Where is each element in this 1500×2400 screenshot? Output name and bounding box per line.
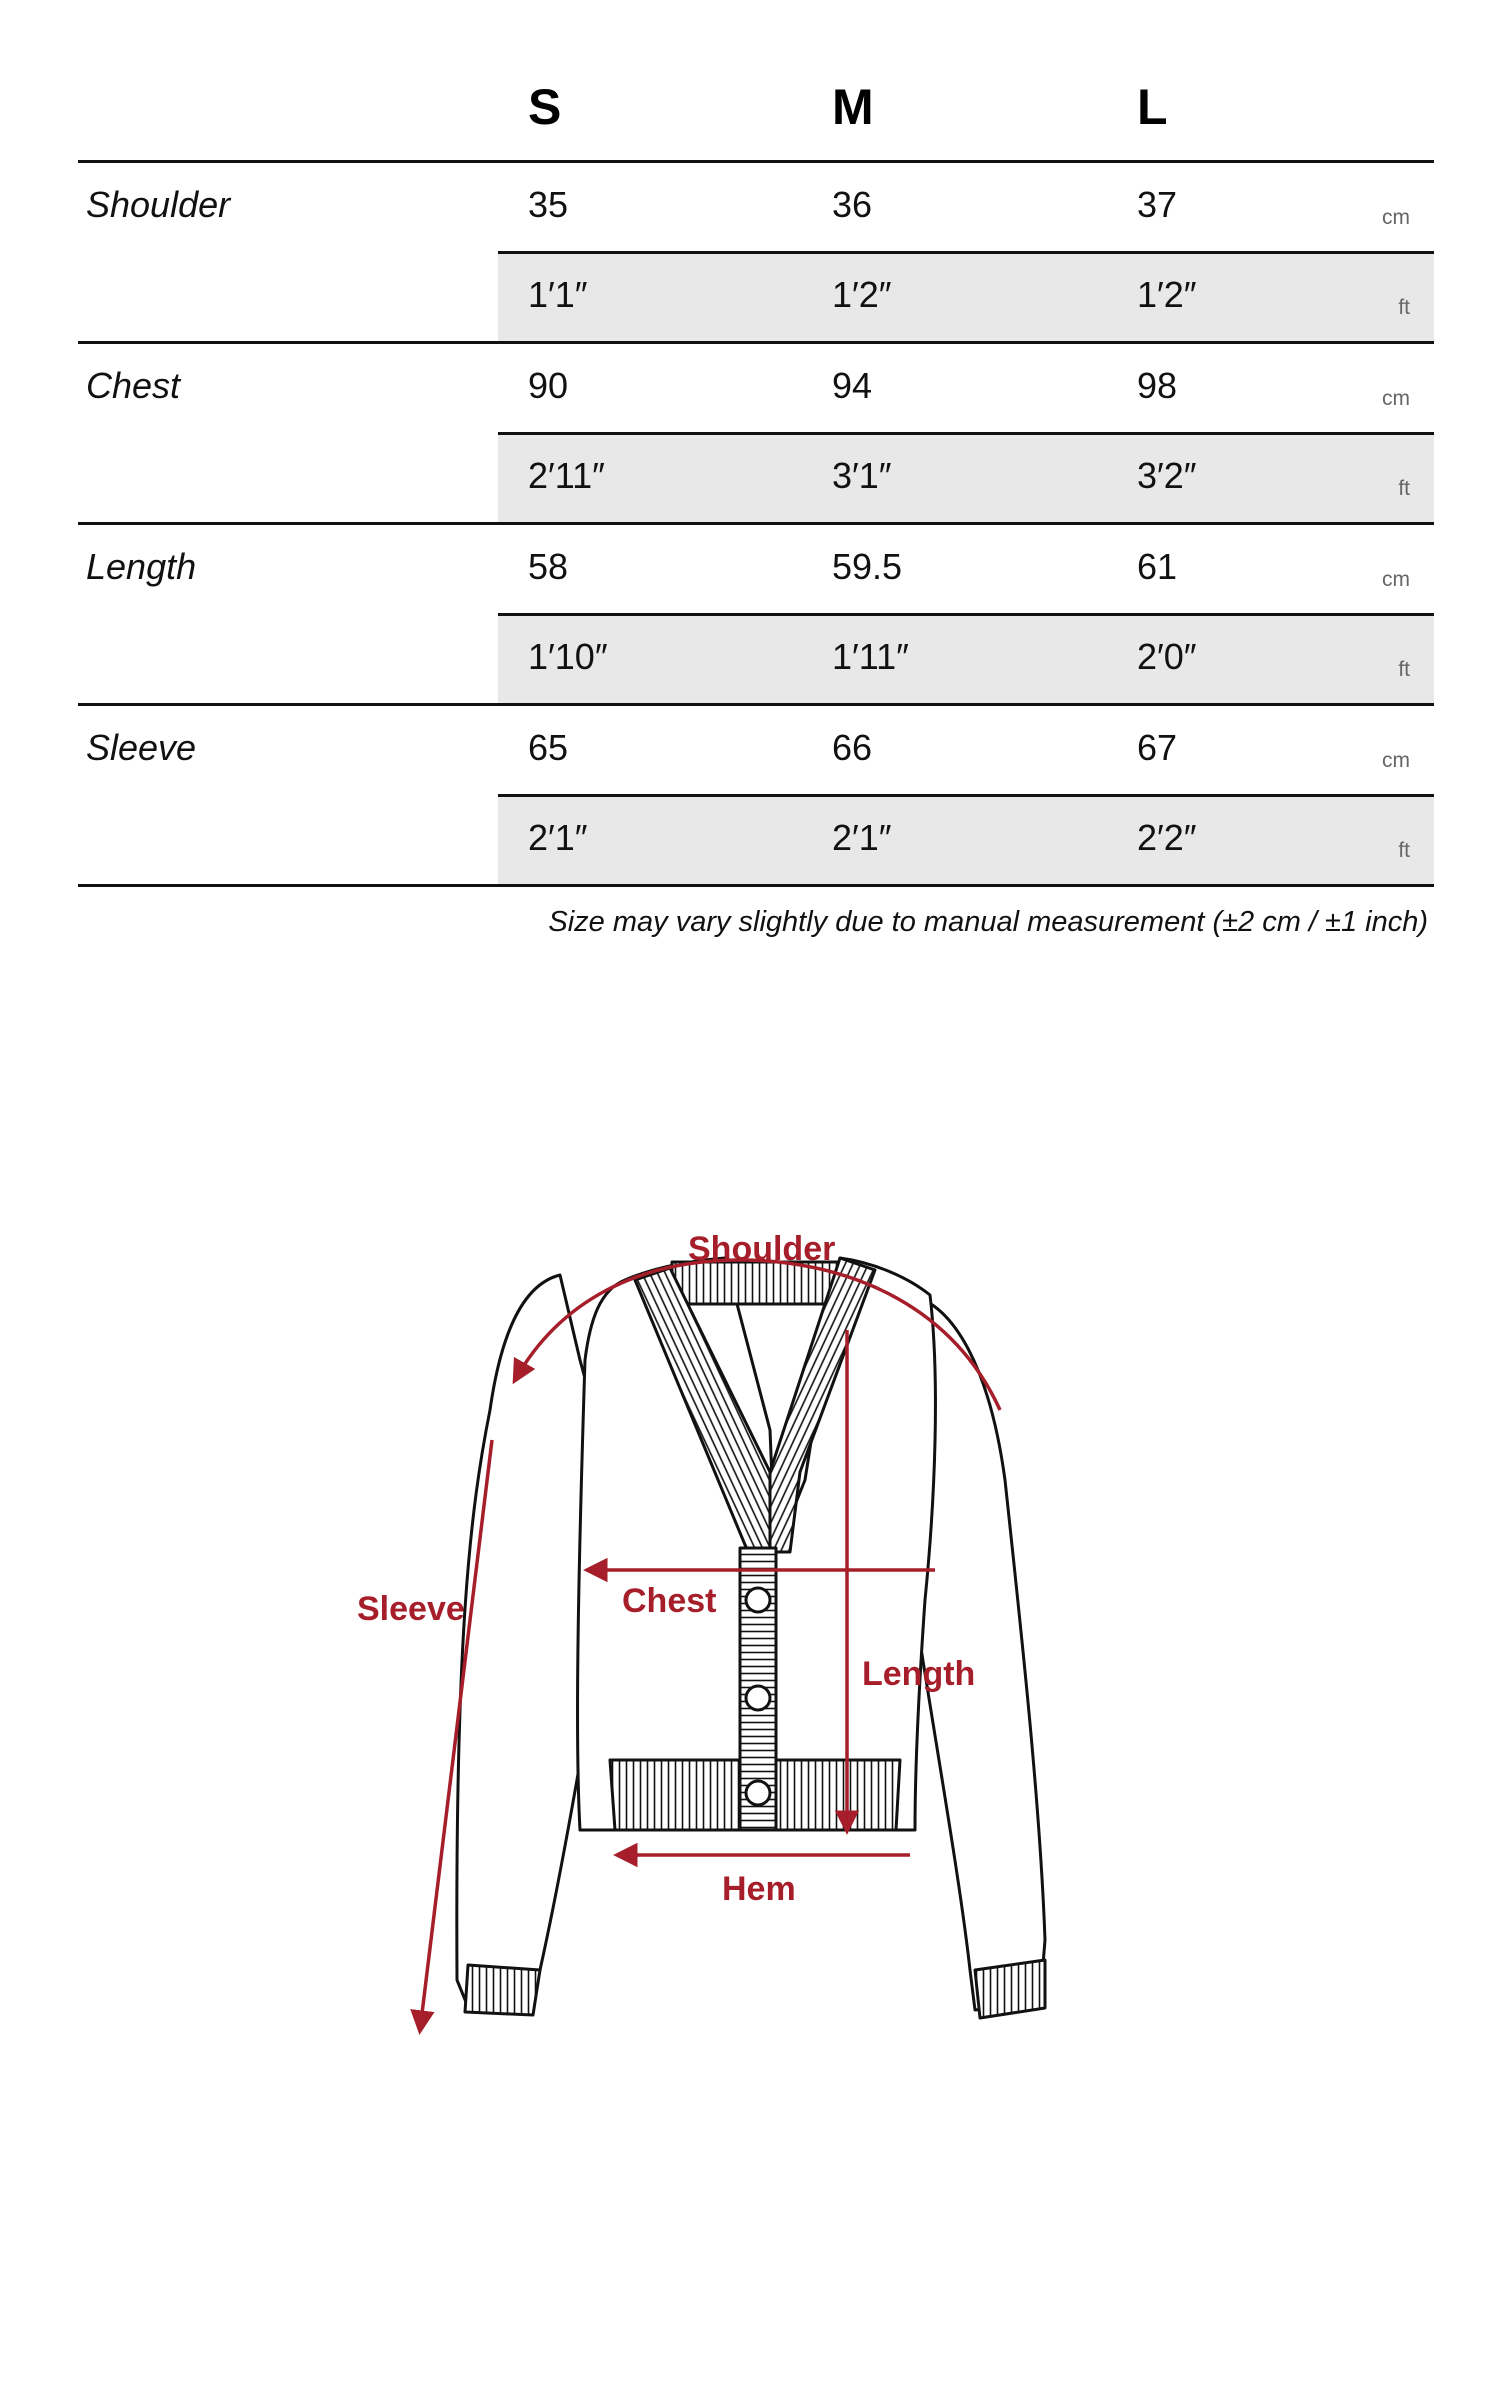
shoulder-cm-unit: cm xyxy=(1382,206,1410,229)
hem-rib-right xyxy=(776,1760,900,1830)
shoulder-m-cm: 36 xyxy=(832,184,873,225)
length-mid-rule xyxy=(498,613,1434,616)
row-label-shoulder: Shoulder xyxy=(86,184,231,225)
chest-m-ft: 3′1″ xyxy=(832,455,892,496)
measurement-note: Size may vary slightly due to manual measurement (±2 cm / ±1 inch) xyxy=(548,906,1428,938)
chest-cm-unit: cm xyxy=(1382,387,1410,410)
chest-ft-band xyxy=(498,435,1434,523)
left-cuff xyxy=(465,1965,540,2015)
hem-label: Hem xyxy=(722,1870,796,1908)
shoulder-s-ft: 1′1″ xyxy=(528,274,588,315)
shoulder-mid-rule xyxy=(498,251,1434,254)
button-3 xyxy=(746,1781,770,1805)
size-header-s: S xyxy=(528,79,562,135)
sleeve-m-cm: 66 xyxy=(832,727,873,768)
chest-l-ft: 3′2″ xyxy=(1137,455,1197,496)
sleeve-label: Sleeve xyxy=(357,1590,465,1628)
size-header-m: M xyxy=(832,79,874,135)
button-2 xyxy=(746,1686,770,1710)
table-top-rule xyxy=(78,160,1434,163)
sleeve-s-ft: 2′1″ xyxy=(528,817,588,858)
shoulder-l-ft: 1′2″ xyxy=(1137,274,1197,315)
chest-l-cm: 98 xyxy=(1137,365,1178,406)
shoulder-s-cm: 35 xyxy=(528,184,569,225)
sleeve-s-cm: 65 xyxy=(528,727,569,768)
chest-s-cm: 90 xyxy=(528,365,569,406)
chest-ft-unit: ft xyxy=(1398,477,1410,500)
length-m-ft: 1′11″ xyxy=(832,636,909,677)
length-cm-unit: cm xyxy=(1382,568,1410,591)
shoulder-ft-band xyxy=(498,254,1434,342)
chest-label: Chest xyxy=(622,1582,717,1620)
chest-bottom-rule xyxy=(78,522,1434,525)
length-s-ft: 1′10″ xyxy=(528,636,608,677)
shoulder-ft-unit: ft xyxy=(1398,296,1410,319)
sleeve-mid-rule xyxy=(498,794,1434,797)
chest-s-ft: 2′11″ xyxy=(528,455,605,496)
shoulder-bottom-rule xyxy=(78,341,1434,344)
length-label: Length xyxy=(862,1655,976,1693)
size-header-l: L xyxy=(1137,79,1168,135)
length-s-cm: 58 xyxy=(528,546,569,587)
length-ft-unit: ft xyxy=(1398,658,1410,681)
shoulder-label: Shoulder xyxy=(688,1230,836,1268)
sleeve-l-ft: 2′2″ xyxy=(1137,817,1197,858)
length-ft-band xyxy=(498,616,1434,704)
row-label-sleeve: Sleeve xyxy=(86,727,197,768)
sleeve-m-ft: 2′1″ xyxy=(832,817,892,858)
right-cuff xyxy=(975,1960,1045,2018)
length-bottom-rule xyxy=(78,703,1434,706)
row-label-length: Length xyxy=(86,546,197,587)
table-bottom-rule xyxy=(78,884,1434,887)
sleeve-l-cm: 67 xyxy=(1137,727,1178,768)
sleeve-ft-band xyxy=(498,797,1434,885)
hem-rib xyxy=(610,1760,740,1830)
sleeve-cm-unit: cm xyxy=(1382,749,1410,772)
cardigan-body-right xyxy=(770,1258,935,1830)
chest-mid-rule xyxy=(498,432,1434,435)
length-m-cm: 59.5 xyxy=(832,546,903,587)
chest-m-cm: 94 xyxy=(832,365,873,406)
length-l-ft: 2′0″ xyxy=(1137,636,1197,677)
sleeve-ft-unit: ft xyxy=(1398,839,1410,862)
shoulder-l-cm: 37 xyxy=(1137,184,1178,225)
length-l-cm: 61 xyxy=(1137,546,1178,587)
cardigan-measurement-diagram xyxy=(0,1180,1500,2080)
shoulder-m-ft: 1′2″ xyxy=(832,274,892,315)
row-label-chest: Chest xyxy=(86,365,181,406)
button-1 xyxy=(746,1588,770,1612)
